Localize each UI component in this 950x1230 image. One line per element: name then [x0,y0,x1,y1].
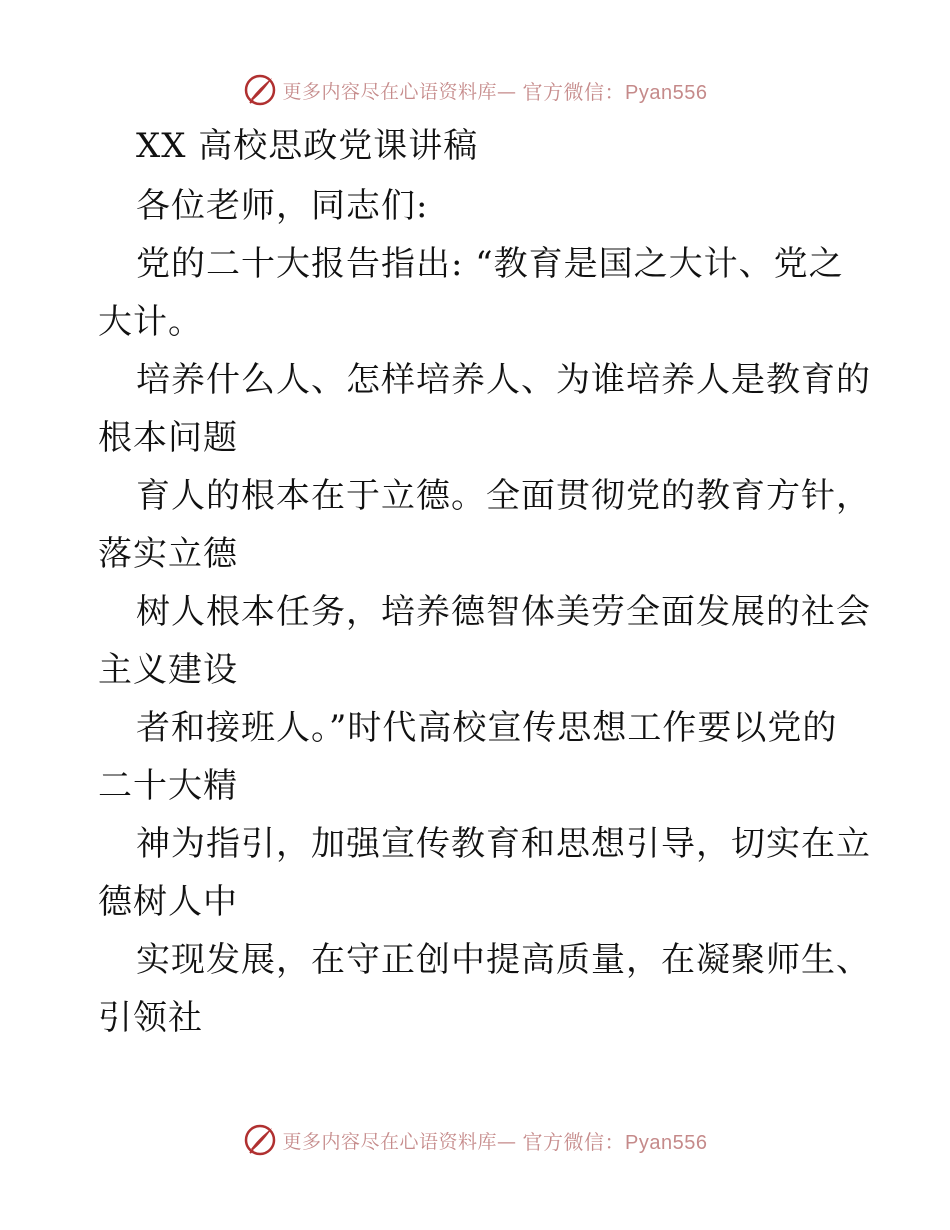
paragraph-line: 各位老师，同志们: [136,186,429,226]
paragraph-line: 根本问题 [98,418,238,458]
paragraph-line: 树人根本任务，培养德智体美劳全面发展的社会 [136,592,871,632]
paragraph-line: 大计。 [98,302,203,342]
document-title: XX 高校思政党课讲稿 [136,126,479,166]
paragraph-line: 育人的根本在于立德。全面贯彻党的教育方针， [136,476,871,516]
paragraph-line: 二十大精 [98,766,238,806]
footer-banner [0,1120,950,1160]
paragraph-line: 引领社 [98,998,203,1038]
banner-text: 更多内容尽在心语资料库— [282,1130,517,1153]
banner-wechat: 官方微信：Pyan556 [522,1131,708,1154]
banner-wechat: 官方微信：Pyan556 [522,81,708,104]
paragraph-line: 实现发展，在守正创中提高质量，在凝聚师生、 [136,940,871,980]
paragraph-line: 主义建设 [98,650,238,690]
paragraph-line: 者和接班人。”时代高校宣传思想工作要以党的 [136,708,838,748]
paragraph-line: 党的二十大报告指出: “教育是国之大计、党之 [136,244,844,284]
banner-text: 更多内容尽在心语资料库— [282,80,517,103]
header-banner [0,70,950,110]
paragraph-line: 神为指引，加强宣传教育和思想引导，切实在立 [136,824,871,864]
quill-pen-logo-icon [243,73,277,107]
quill-pen-logo-icon [243,1123,277,1157]
paragraph-line: 培养什么人、怎样培养人、为谁培养人是教育的 [136,360,871,400]
paragraph-line: 德树人中 [98,882,238,922]
paragraph-line: 落实立德 [98,534,238,574]
